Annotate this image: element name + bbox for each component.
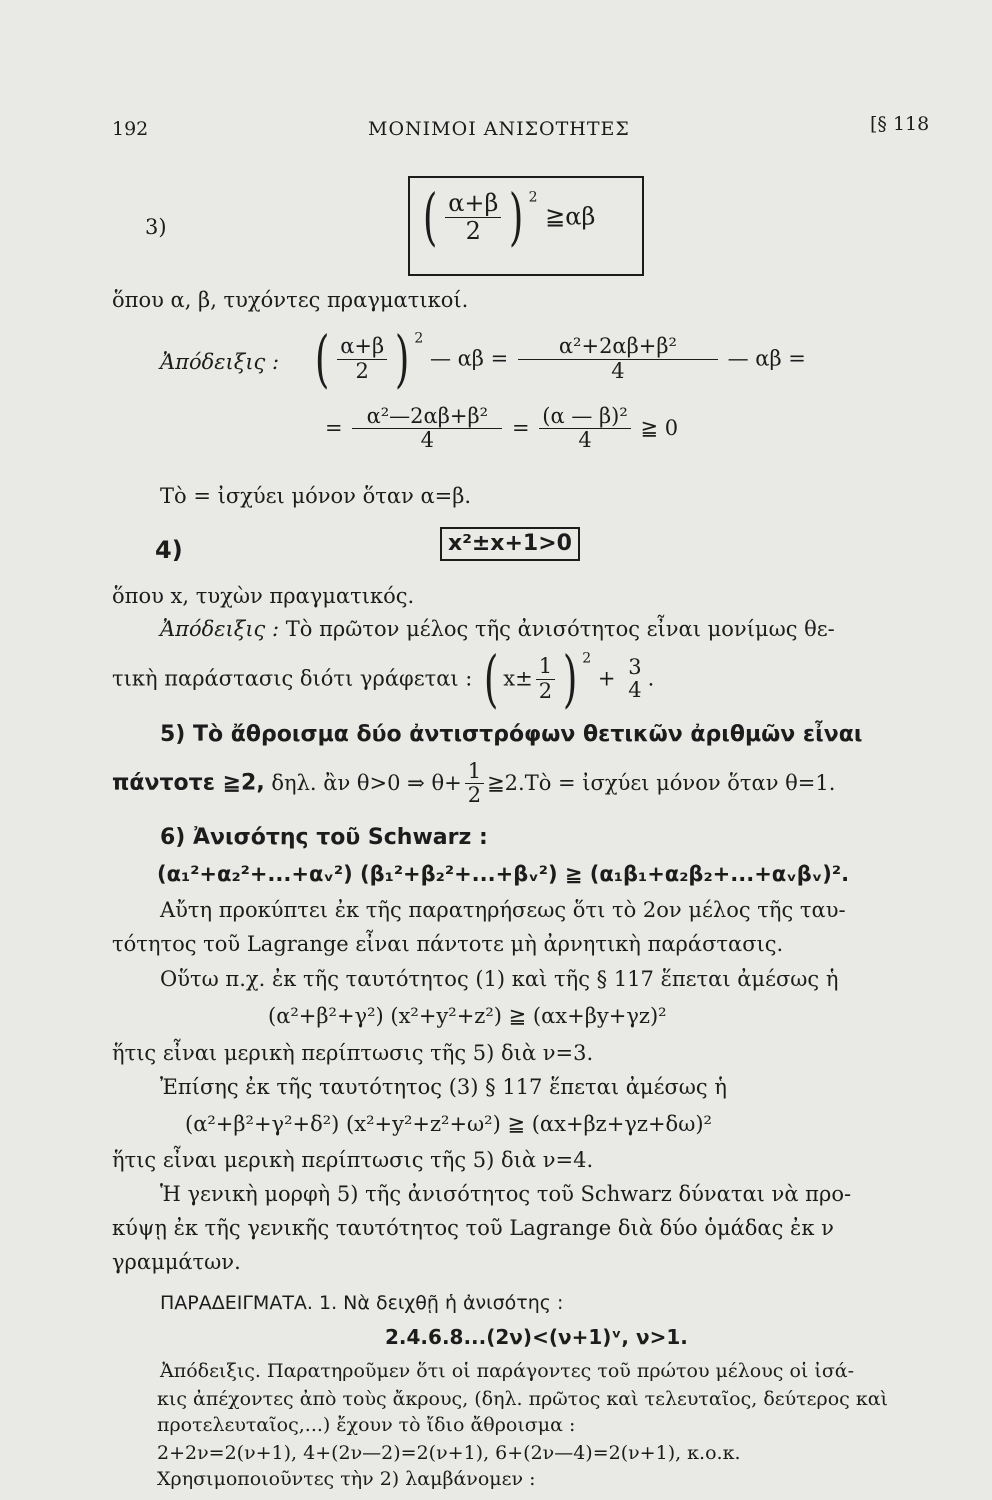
item6-text-line: τότητος τοῦ Lagrange εἶναι πάντοτε μὴ ἀρνητικὴ παράστασις. [112,932,784,956]
item6-general-line: γραμμάτων. [112,1250,241,1274]
item3-proof-line2: = $\frac{\text{α²—2αβ+β²}}{4}$ = $\frac{\text{(α — β)²}}{4}$ ≧ 0 [325,404,679,453]
examples-sums: 2+2ν=2(ν+1), 4+(2ν—2)=2(ν+1), 6+(2ν—4)=2(ν+1), κ.ο.κ. [157,1442,741,1464]
item6-text-line: Ἐπίσης ἐκ τῆς ταυτότητος (3) § 117 ἕπεται ἀμέσως ἡ [160,1075,727,1099]
item3-label: 3) [145,215,167,239]
item4-proof-line2: τικὴ παράστασις διότι γράφεται : ( x± $\frac{1}{2}$ ) $^2$ + 3 4 . [112,642,655,715]
examples-proof-line: κις ἀπέχοντες ἀπὸ τοὺς ἄκρους, (δηλ. πρῶτος καὶ τελευταῖος, δεύτερος καὶ [157,1388,888,1410]
examples-heading: ΠΑΡΑΔΕΙΓΜΑΤΑ. 1. Νὰ δειχθῇ ἡ ἀνισότης : [160,1292,564,1314]
item4-boxed-formula: x²±x+1>0 [440,527,580,561]
examples-last-line: Χρησιμοποιοῦντες τὴν 2) λαμβάνομεν : [157,1468,536,1490]
item4-label: 4) [155,536,183,564]
item6-text-line: Οὕτω π.χ. ἐκ τῆς ταυτότητος (1) καὶ τῆς § 117 ἕπεται ἀμέσως ἡ [160,967,839,991]
page-number: 192 [112,118,149,140]
examples-proof-line: Ἀπόδειξις. Παρατηροῦμεν ὅτι οἱ παράγοντες τοῦ πρώτου μέλους οἱ ἰσά- [160,1360,855,1382]
item3-equality-note: Τὸ = ἰσχύει μόνον ὅταν α=β. [160,484,472,508]
examples-formula: 2.4.6.8...(2ν)<(ν+1)ᵛ, ν>1. [385,1325,688,1349]
item6-general-line: Ἡ γενικὴ μορφὴ 5) τῆς ἀνισότητος τοῦ Schwarz δύναται νὰ προ- [160,1182,852,1206]
item6-title: 6) Ἀνισότης τοῦ Schwarz : [160,825,488,850]
section-number: [§ 118 [870,113,930,135]
item5-line2: πάντοτε ≧2, δηλ. ἂν θ>0 ⇒ θ+ $\frac{1}{2}$ ≧2.Τὸ = ἰσχύει μόνον ὅταν θ=1. [112,759,836,808]
item3-proof-line1: ( $\frac{\alpha+\beta}{2}$ ) $^2$ — αβ = $\frac{\text{α²+2αβ+β²}}{4}$ — αβ = [314,322,806,395]
item3-proof-label: Ἀπόδειξις : [160,350,280,374]
item4-proof-line1: Ἀπόδειξις : Τὸ πρῶτον μέλος τῆς ἀνισότητος εἶναι μονίμως θε- [160,617,835,641]
item3-where: ὅπου α, β, τυχόντες πραγματικοί. [112,288,469,312]
item6-formula-a: (α²+β²+γ²) (x²+y²+z²) ≧ (αx+βy+γz)² [268,1004,667,1028]
item6-general-line: κύψῃ ἐκ τῆς γενικῆς ταυτότητος τοῦ Lagrange διὰ δύο ὁμάδας ἐκ ν [112,1216,834,1240]
item3-formula: ( $\frac{\alpha+\beta}{2}$ ) $^2$ ≧αβ [422,180,596,253]
item6-text-line: Αὔτη προκύπτει ἐκ τῆς παρατηρήσεως ὅτι τὸ 2ον μέλος τῆς ταυ- [160,898,846,922]
item6-formula: (α₁²+α₂²+...+αᵥ²) (β₁²+β₂²+...+βᵥ²) ≧ (α₁β₁+α₂β₂+...+αᵥβᵥ)². [157,862,850,886]
running-title: ΜΟΝΙΜΟΙ ΑΝΙΣΟΤΗΤΕΣ [368,118,630,140]
item5-title: 5) Τὸ ἄθροισμα δύο ἀντιστρόφων θετικῶν ἀριθμῶν εἶναι [160,722,863,747]
examples-proof-line: προτελευταῖος,...) ἔχουν τὸ ἴδιο ἄθροισμα : [157,1414,576,1436]
item6-text-line: ἥτις εἶναι μερικὴ περίπτωσις τῆς 5) διὰ ν=3. [112,1041,594,1065]
item4-where: ὅπου x, τυχὼν πραγματικός. [112,584,415,608]
item6-formula-b: (α²+β²+γ²+δ²) (x²+y²+z²+ω²) ≧ (αx+βz+γz+δω)² [185,1112,712,1136]
item6-text-line: ἥτις εἶναι μερικὴ περίπτωσις τῆς 5) διὰ ν=4. [112,1148,594,1172]
